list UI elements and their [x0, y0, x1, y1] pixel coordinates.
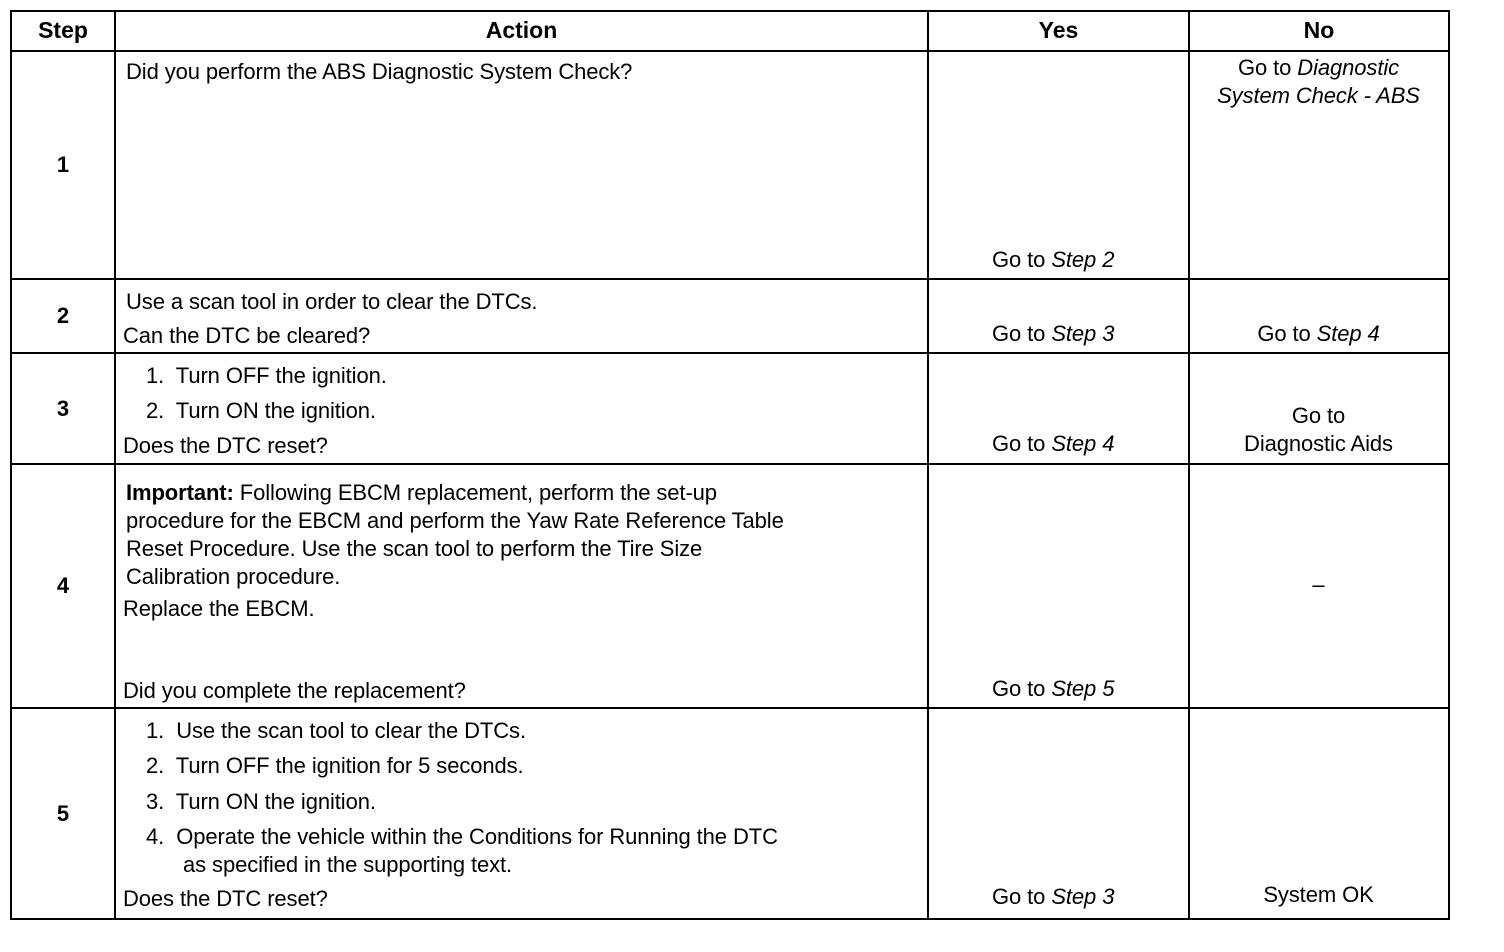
action-instruction: Replace the EBCM.: [123, 596, 315, 621]
action-question: Did you complete the replacement?: [123, 678, 466, 703]
no-cell: [1188, 463, 1450, 709]
no-cell: [1188, 50, 1450, 280]
no-result: Go to Diagnostic System Check - ABS: [1217, 55, 1420, 108]
no-result: Go to Step 4: [1257, 321, 1380, 346]
step-number: 1: [10, 50, 116, 280]
header-step: Step: [10, 10, 116, 52]
yes-result: Go to Step 5: [992, 676, 1115, 701]
yes-result: Go to Step 3: [992, 321, 1115, 346]
action-question: Can the DTC be cleared?: [123, 323, 371, 348]
list-item: 4. Operate the vehicle within the Conditions for Running the DTC: [146, 824, 778, 849]
action-cell: [114, 278, 929, 354]
action-question: Does the DTC reset?: [123, 433, 328, 458]
important-note: Important: Following EBCM replacement, perform the set-up procedure for the EBCM and perform the Yaw Rate Reference Table Reset Procedure. Use the scan tool to perform the Tire Size Calibration procedure.: [126, 480, 784, 589]
action-question: Did you perform the ABS Diagnostic System Check?: [126, 59, 633, 84]
header-yes: Yes: [927, 10, 1190, 52]
step-number: 2: [10, 278, 116, 354]
yes-result: Go to Step 4: [992, 431, 1115, 456]
no-result: Go to Diagnostic Aids: [1244, 403, 1393, 456]
yes-cell: [927, 463, 1190, 709]
yes-result: Go to Step 3: [992, 884, 1115, 909]
list-item: 1. Use the scan tool to clear the DTCs.: [146, 718, 526, 743]
step-number: 4: [10, 463, 116, 709]
no-result: –: [1312, 572, 1325, 597]
header-no: No: [1188, 10, 1450, 52]
no-cell: [1188, 352, 1450, 465]
list-item-continuation: as specified in the supporting text.: [183, 852, 513, 877]
yes-result: Go to Step 2: [992, 247, 1115, 272]
list-item: 1. Turn OFF the ignition.: [146, 363, 387, 388]
yes-cell: [927, 352, 1190, 465]
yes-cell: [927, 50, 1190, 280]
action-instruction: Use a scan tool in order to clear the DTCs.: [126, 289, 538, 314]
header-action: Action: [114, 10, 929, 52]
action-cell: [114, 50, 929, 280]
action-question: Does the DTC reset?: [123, 886, 328, 911]
action-cell: [114, 707, 929, 920]
no-cell: [1188, 707, 1450, 920]
yes-cell: [927, 707, 1190, 920]
yes-cell: [927, 278, 1190, 354]
no-result: System OK: [1263, 882, 1374, 907]
list-item: 3. Turn ON the ignition.: [146, 789, 376, 814]
list-item: 2. Turn OFF the ignition for 5 seconds.: [146, 753, 524, 778]
list-item: 2. Turn ON the ignition.: [146, 398, 376, 423]
diagnostic-table: [10, 10, 1450, 920]
action-cell: [114, 352, 929, 465]
action-cell: [114, 463, 929, 709]
step-number: 5: [10, 707, 116, 920]
no-cell: [1188, 278, 1450, 354]
step-number: 3: [10, 352, 116, 465]
